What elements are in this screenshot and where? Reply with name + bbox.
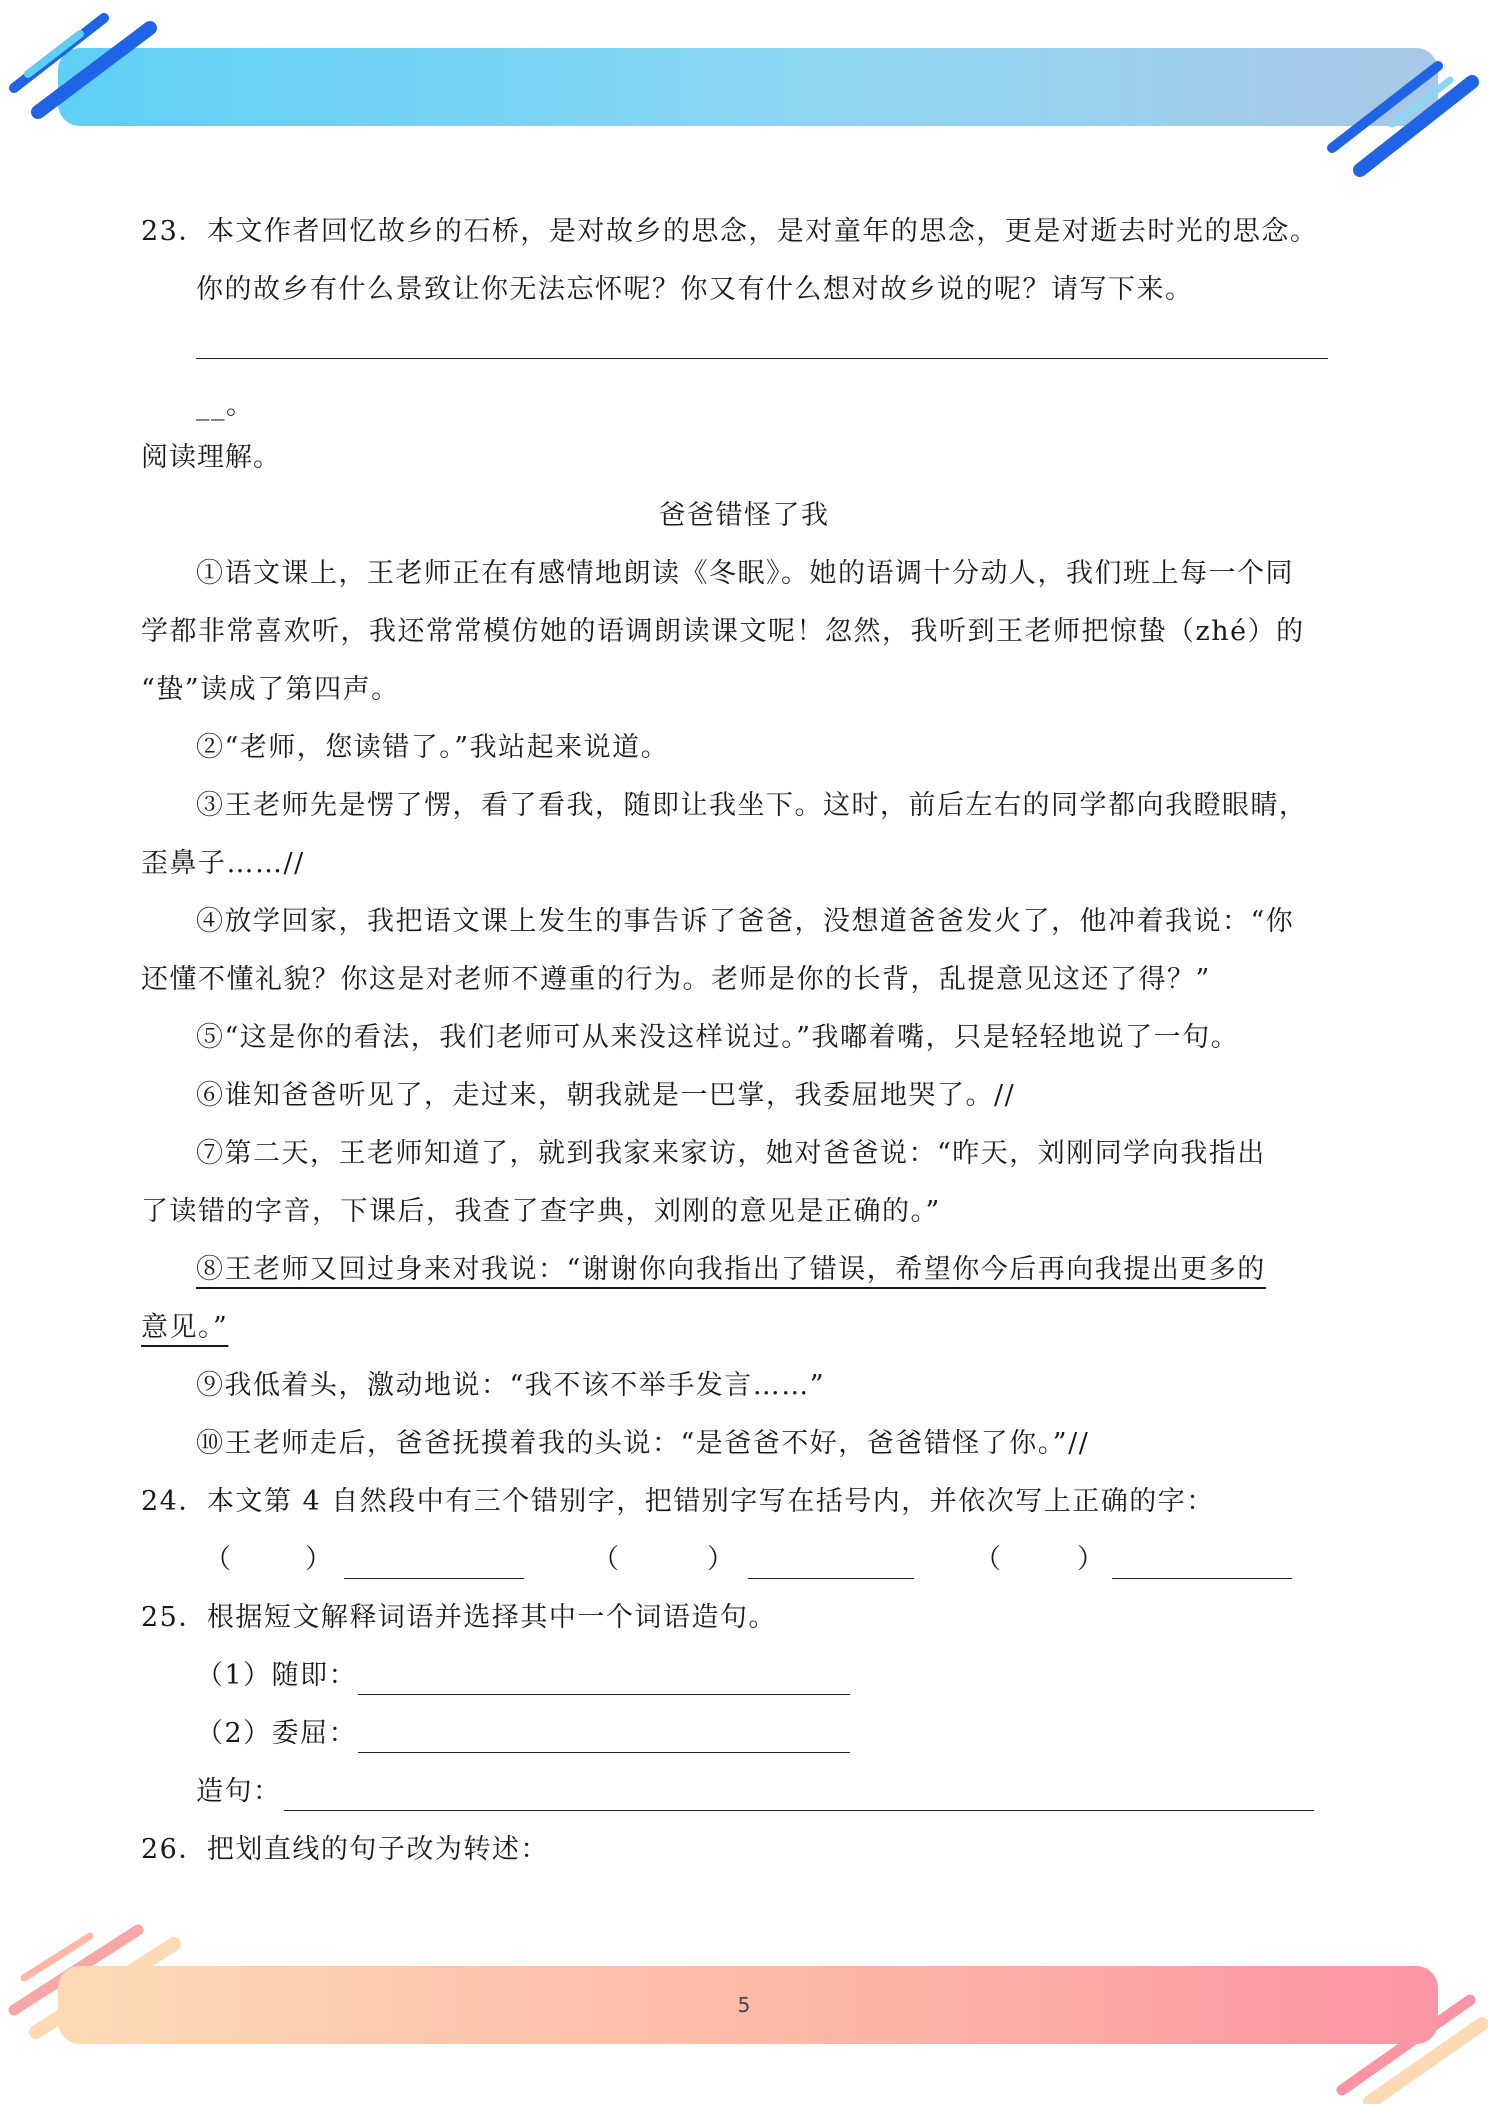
story-line: ⑤“这是你的看法，我们老师可从来没这样说过。”我嘟着嘴，只是轻轻地说了一句。 — [196, 1022, 1240, 1053]
underlined-sentence: 意见。” — [141, 1312, 229, 1343]
story-line: 了读错的字音，下课后，我查了查字典，刘刚的意见是正确的。” — [141, 1196, 941, 1227]
question-23-line-2: 你的故乡有什么景致让你无法忘怀呢？你又有什么想对故乡说的呢？请写下来。 — [196, 274, 1194, 305]
answer-line-25-sentence[interactable] — [284, 1810, 1314, 1811]
question-24: 24．本文第 4 自然段中有三个错别字，把错别字写在括号内，并依次写上正确的字： — [141, 1486, 1215, 1517]
story-title: 爸爸错怪了我 — [658, 500, 830, 531]
story-line: ⑥谁知爸爸听见了，走过来，朝我就是一巴掌，我委屈地哭了。// — [196, 1080, 1016, 1111]
story-line: ⑦第二天，王老师知道了，就到我家来家访，她对爸爸说：“昨天，刘刚同学向我指出 — [196, 1138, 1266, 1169]
answer-line-23[interactable] — [196, 358, 1328, 359]
section-heading: 阅读理解。 — [141, 442, 281, 473]
question-25-item-1: （1）随即： — [196, 1660, 358, 1691]
answer-line-25-2[interactable] — [358, 1752, 850, 1753]
paren-open: （ — [592, 1544, 621, 1575]
answer-line-24-3[interactable] — [1112, 1578, 1292, 1579]
answer-line-24-1[interactable] — [344, 1578, 524, 1579]
story-line: ④放学回家，我把语文课上发生的事告诉了爸爸，没想道爸爸发火了，他冲着我说：“你 — [196, 906, 1295, 937]
underlined-sentence: ⑧王老师又回过身来对我说：“谢谢你向我指出了错误，希望你今后再向我提出更多的 — [196, 1254, 1266, 1285]
question-25: 25．根据短文解释词语并选择其中一个词语造句。 — [141, 1602, 777, 1633]
question-23-line-1: 23．本文作者回忆故乡的石桥，是对故乡的思念，是对童年的思念，更是对逝去时光的思念。 — [141, 216, 1319, 247]
story-line: 歪鼻子……// — [141, 848, 305, 879]
story-line: ①语文课上，王老师正在有感情地朗读《冬眠》。她的语调十分动人，我们班上每一个同 — [196, 558, 1294, 589]
answer-line-24-2[interactable] — [748, 1578, 914, 1579]
question-25-item-2: （2）委屈： — [196, 1718, 358, 1749]
story-line: 学都非常喜欢听，我还常常模仿她的语调朗读课文呢！忽然，我听到王老师把惊蛰（zhé）的 — [141, 616, 1305, 647]
answer-line-25-1[interactable] — [358, 1694, 850, 1695]
question-26: 26．把划直线的句子改为转述： — [141, 1834, 549, 1865]
page-number: 5 — [737, 1993, 751, 2017]
story-line: ⑩王老师走后，爸爸抚摸着我的头说：“是爸爸不好，爸爸错怪了你。”// — [196, 1428, 1090, 1459]
story-line: ⑨我低着头，激动地说：“我不该不举手发言……” — [196, 1370, 826, 1401]
story-line: ②“老师，您读错了。”我站起来说道。 — [196, 732, 670, 763]
paren-close: ） — [707, 1544, 736, 1575]
paren-close: ） — [305, 1544, 334, 1575]
question-23-end-mark: __。 — [196, 390, 255, 421]
story-line: ③王老师先是愣了愣，看了看我，随即让我坐下。这时，前后左右的同学都向我瞪眼睛， — [196, 790, 1308, 821]
story-line: 还懂不懂礼貌？你这是对老师不遵重的行为。老师是你的长背，乱提意见这还了得？” — [141, 964, 1211, 995]
story-line: “蛰”读成了第四声。 — [141, 674, 400, 705]
question-25-sentence-label: 造句： — [196, 1776, 282, 1807]
paren-close: ） — [1077, 1544, 1106, 1575]
paren-open: （ — [974, 1544, 1003, 1575]
paren-open: （ — [204, 1544, 233, 1575]
